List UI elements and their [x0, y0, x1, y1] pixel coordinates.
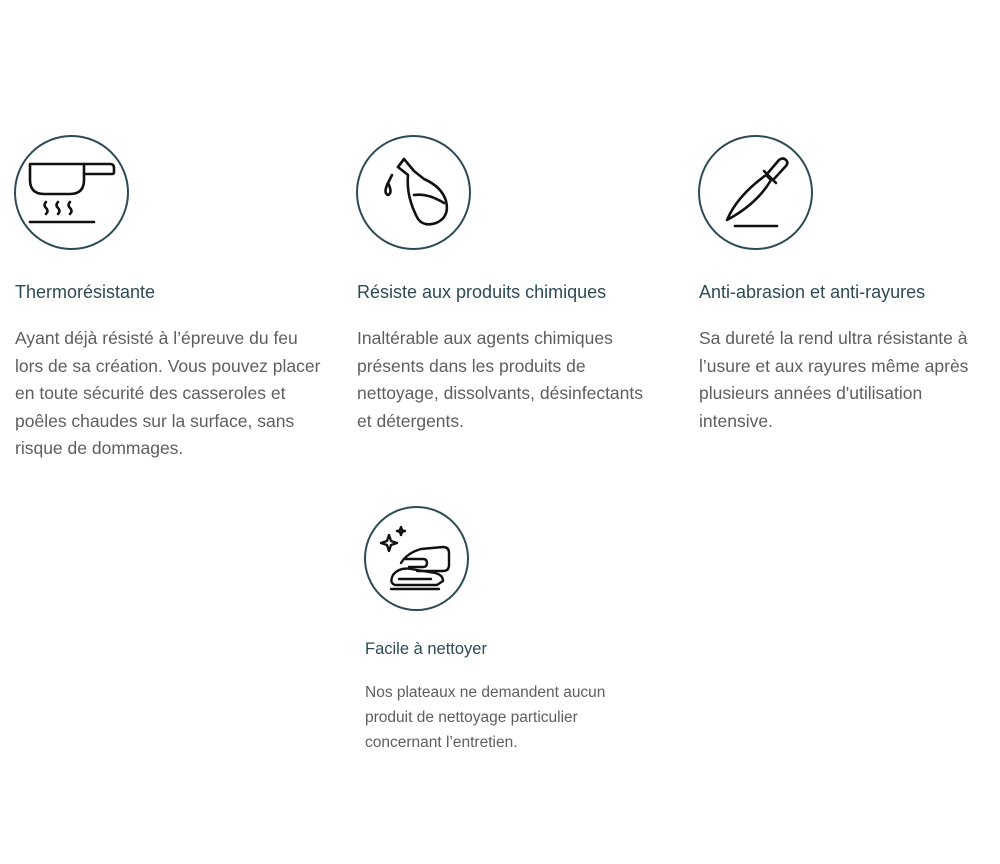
feature-title: Anti-abrasion et anti-rayures [699, 282, 926, 302]
feature-title: Thermorésistante [15, 282, 156, 302]
feature-description: Sa dureté la rend ultra résistante à l’usure et aux rayures même après plusieurs années d'utilisation intensive. [699, 328, 969, 431]
cleaning-cloth-icon [364, 506, 469, 611]
feature-title: Facile à nettoyer [365, 640, 487, 658]
saucepan-heat-icon [14, 135, 129, 250]
chemical-flask-icon [356, 135, 471, 250]
feature-chemical-resistant [356, 135, 676, 431]
feature-description: Nos plateaux ne demandent aucun produit de nettoyage particulier concernant l’entretien. [365, 684, 606, 751]
feature-title: Résiste aux produits chimiques [357, 282, 607, 302]
knife-icon [698, 135, 813, 250]
feature-description: Inaltérable aux agents chimiques présents dans les produits de nettoyage, dissolvants, désinfectants et détergents. [357, 328, 644, 431]
feature-easy-clean [364, 506, 664, 751]
feature-heat-resistant [14, 135, 334, 458]
feature-scratch-resistant [698, 135, 998, 431]
feature-description: Ayant déjà résisté à l’épreuve du feu lors de sa création. Vous pouvez placer en toute sécurité des casseroles et poêles chaudes sur la surface, sans risque de dommages. [15, 328, 321, 458]
